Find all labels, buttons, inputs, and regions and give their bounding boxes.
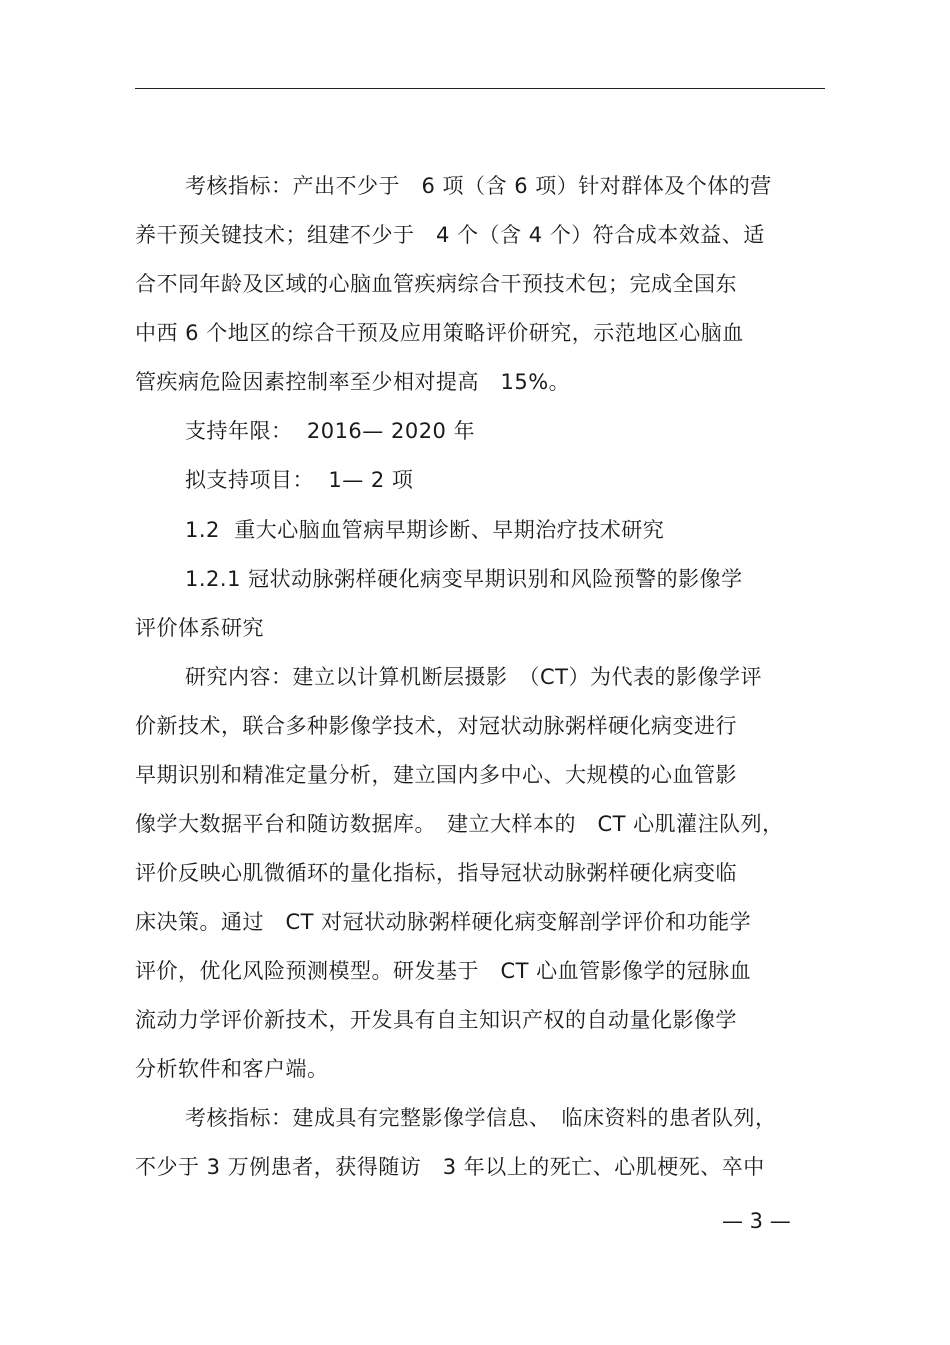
text-line: 合不同年龄及区域的心脑血管疾病综合干预技术包；完成全国东: [135, 272, 737, 296]
text-line: 不少于 3 万例患者，获得随访 3 年以上的死亡、心肌梗死、卒中: [135, 1155, 765, 1179]
text-line: 分析软件和客户端。: [135, 1057, 329, 1081]
support-projects: 拟支持项目： 1— 2 项: [185, 468, 414, 492]
section-heading-1-2-1: 1.2.1 冠状动脉粥样硬化病变早期识别和风险预警的影像学: [185, 567, 743, 591]
section-heading-1-2: 1.2 重大心脑血管病早期诊断、早期治疗技术研究: [185, 518, 665, 542]
section-heading-1-2-1-cont: 评价体系研究: [135, 616, 264, 640]
text-line: 考核指标：建成具有完整影像学信息、 临床资料的患者队列，: [185, 1106, 777, 1130]
text-line: 床决策。通过 CT 对冠状动脉粥样硬化病变解剖学评价和功能学: [135, 910, 752, 934]
text-line: 中西 6 个地区的综合干预及应用策略评价研究，示范地区心脑血: [135, 321, 744, 345]
text-line: 价新技术，联合多种影像学技术，对冠状动脉粥样硬化病变进行: [135, 714, 737, 738]
text-line: 管疾病危险因素控制率至少相对提高 15%。: [135, 370, 571, 394]
text-line: 流动力学评价新技术，开发具有自主知识产权的自动量化影像学: [135, 1008, 737, 1032]
support-years: 支持年限： 2016— 2020 年: [185, 419, 476, 443]
text-line: 像学大数据平台和随访数据库。 建立大样本的 CT 心肌灌注队列，: [135, 812, 784, 836]
text-line: 研究内容：建立以计算机断层摄影 （CT）为代表的影像学评: [185, 665, 762, 689]
text-line: 评价反映心肌微循环的量化指标，指导冠状动脉粥样硬化病变临: [135, 861, 737, 885]
text-line: 早期识别和精准定量分析，建立国内多中心、大规模的心血管影: [135, 763, 737, 787]
text-line: 考核指标：产出不少于 6 项（含 6 项）针对群体及个体的营: [185, 174, 772, 198]
header-rule: [135, 88, 825, 89]
page-number: — 3 —: [722, 1209, 791, 1233]
text-line: 养干预关键技术；组建不少于 4 个（含 4 个）符合成本效益、适: [135, 223, 765, 247]
text-line: 评价，优化风险预测模型。研发基于 CT 心血管影像学的冠脉血: [135, 959, 752, 983]
